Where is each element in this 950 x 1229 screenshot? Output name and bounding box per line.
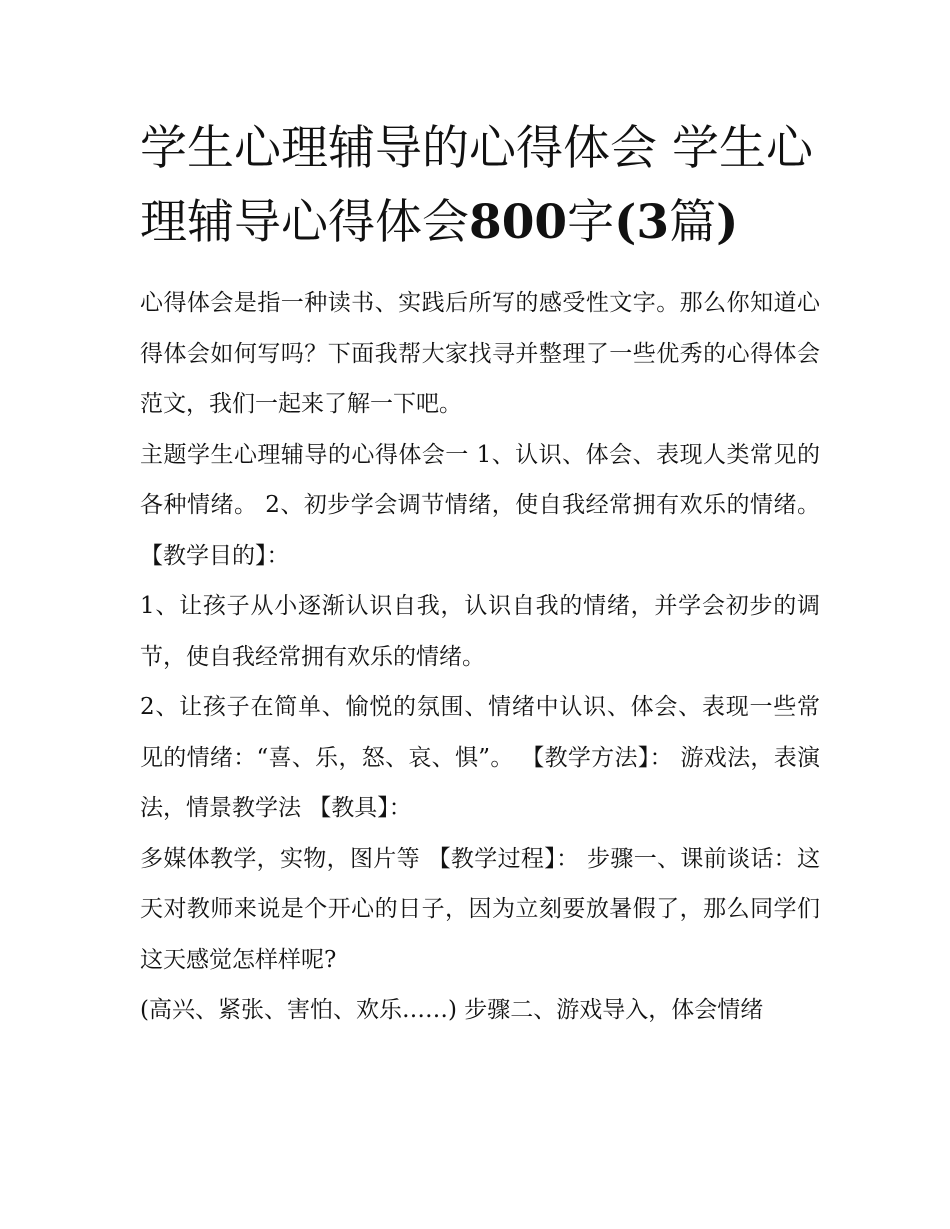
title-numeral: 800: [469, 195, 568, 250]
document-body: [140, 278, 820, 1036]
document-page: [140, 112, 820, 1036]
paragraph-theme-goals: 主题学生心理辅导的心得体会一 1、认识、体会、表现人类常见的各种情绪。 2、初步学会调节情绪，使自我经常拥有欢乐的情绪。 【教学目的】：: [140, 441, 820, 569]
paragraph-goal-1: 1、让孩子从小逐渐认识自我，认识自我的情绪，并学会初步的调节，使自我经常拥有欢乐的情绪。: [140, 593, 820, 670]
title-numeral: ): [716, 195, 739, 250]
document-title: 学生心理辅导的心得体会 学生心理辅导心得体会800字(3篇): [140, 121, 813, 250]
paragraph-intro: 心得体会是指一种读书、实践后所写的感受性文字。那么你知道心得体会如何写吗？下面我帮大家找寻并整理了一些优秀的心得体会范文，我们一起来了解一下吧。: [140, 290, 820, 417]
title-numeral: (3: [614, 195, 670, 250]
paragraph-step-2: (高兴、紧张、害怕、欢乐……) 步骤二、游戏导入，体会情绪: [140, 997, 764, 1023]
paragraph-goal-2: 2、让孩子在简单、愉悦的氛围、情绪中认识、体会、表现一些常见的情绪：“喜、乐，怒、哀、惧”。 【教学方法】： 游戏法，表演法，情景教学法 【教具】：: [140, 694, 820, 821]
paragraph-process: 多媒体教学，实物，图片等 【教学过程】： 步骤一、课前谈话：这天对教师来说是个开心的日子，因为立刻要放暑假了，那么同学们这天感觉怎样样呢?: [140, 845, 820, 973]
